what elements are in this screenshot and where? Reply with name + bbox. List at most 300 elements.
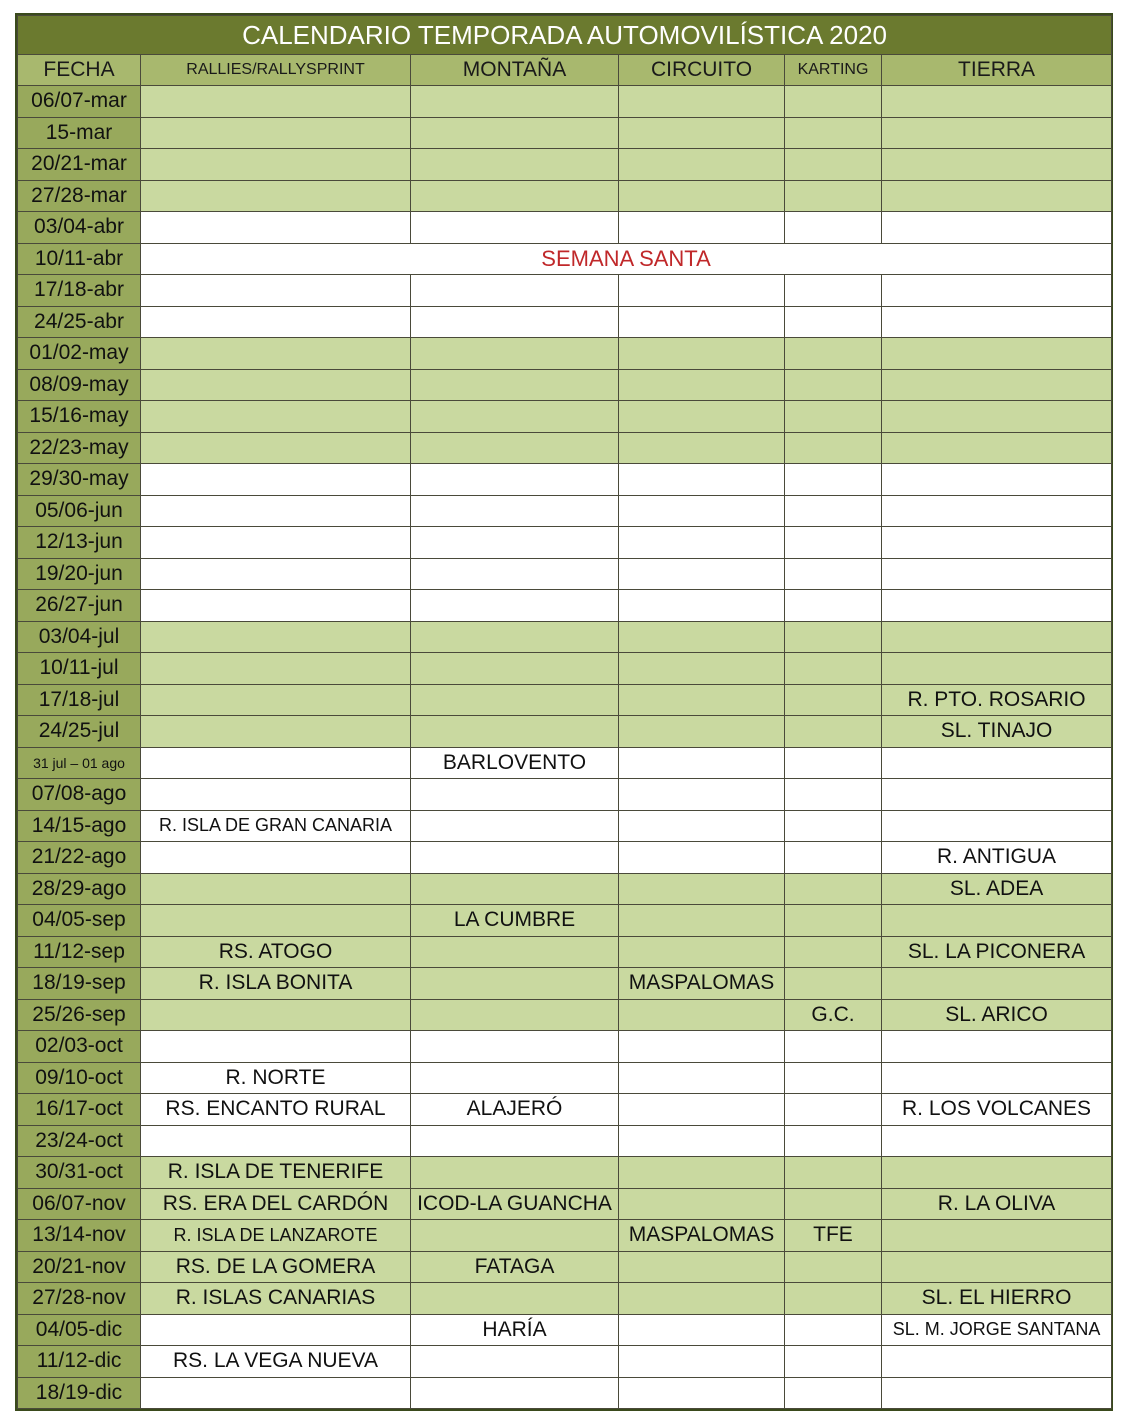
tierra-cell: [882, 464, 1112, 496]
montana-cell: [411, 810, 619, 842]
date-cell: 02/03-oct: [18, 1031, 141, 1063]
rallies-cell: [141, 873, 411, 905]
rallies-cell: [141, 1314, 411, 1346]
circuito-cell: [619, 905, 785, 937]
table-row: [18, 873, 1112, 905]
table-row: [18, 338, 1112, 370]
montana-cell: [411, 558, 619, 590]
tierra-cell: [882, 275, 1112, 307]
table-row: [18, 212, 1112, 244]
rallies-cell: [141, 149, 411, 181]
table-row: [18, 180, 1112, 212]
date-cell: 04/05-dic: [18, 1314, 141, 1346]
montana-cell: [411, 1377, 619, 1409]
circuito-cell: [619, 779, 785, 811]
date-cell: 26/27-jun: [18, 590, 141, 622]
karting-cell: [785, 779, 882, 811]
date-cell: 17/18-jul: [18, 684, 141, 716]
tierra-cell: [882, 86, 1112, 118]
circuito-cell: [619, 1377, 785, 1409]
date-cell: 15-mar: [18, 117, 141, 149]
circuito-cell: [619, 149, 785, 181]
montana-cell: [411, 432, 619, 464]
circuito-cell: [619, 747, 785, 779]
montana-cell: [411, 275, 619, 307]
table-row: [18, 1220, 1112, 1252]
circuito-cell: [619, 401, 785, 433]
table-row: [18, 1188, 1112, 1220]
table-row: [18, 117, 1112, 149]
tierra-cell: [882, 1062, 1112, 1094]
karting-cell: [785, 747, 882, 779]
rallies-cell: [141, 86, 411, 118]
montana-cell: [411, 527, 619, 559]
karting-cell: [785, 1377, 882, 1409]
karting-cell: [785, 810, 882, 842]
date-cell: 16/17-oct: [18, 1094, 141, 1126]
calendar-title: CALENDARIO TEMPORADA AUTOMOVILÍSTICA 2020: [18, 16, 1112, 55]
table-row: [18, 495, 1112, 527]
montana-cell: [411, 1220, 619, 1252]
tierra-cell: R. LOS VOLCANES: [882, 1094, 1112, 1126]
karting-cell: [785, 1283, 882, 1315]
date-cell: 19/20-jun: [18, 558, 141, 590]
tierra-cell: SL. EL HIERRO: [882, 1283, 1112, 1315]
montana-cell: [411, 495, 619, 527]
circuito-cell: [619, 117, 785, 149]
montana-cell: [411, 86, 619, 118]
table-row: [18, 243, 1112, 275]
date-cell: 05/06-jun: [18, 495, 141, 527]
tierra-cell: SL. M. JORGE SANTANA: [882, 1314, 1112, 1346]
circuito-cell: [619, 590, 785, 622]
circuito-cell: [619, 338, 785, 370]
montana-cell: [411, 1062, 619, 1094]
table-row: [18, 1094, 1112, 1126]
karting-cell: [785, 369, 882, 401]
montana-cell: ICOD-LA GUANCHA: [411, 1188, 619, 1220]
circuito-cell: [619, 1251, 785, 1283]
circuito-cell: [619, 873, 785, 905]
table-row: [18, 1157, 1112, 1189]
karting-cell: [785, 117, 882, 149]
table-row: [18, 716, 1112, 748]
tierra-cell: [882, 306, 1112, 338]
circuito-cell: [619, 212, 785, 244]
karting-cell: [785, 936, 882, 968]
circuito-cell: MASPALOMAS: [619, 968, 785, 1000]
montana-cell: [411, 180, 619, 212]
rallies-cell: [141, 212, 411, 244]
tierra-cell: [882, 653, 1112, 685]
circuito-cell: [619, 716, 785, 748]
montana-cell: [411, 464, 619, 496]
circuito-cell: [619, 180, 785, 212]
tierra-cell: [882, 401, 1112, 433]
rallies-cell: [141, 117, 411, 149]
karting-cell: [785, 1314, 882, 1346]
tierra-cell: R. LA OLIVA: [882, 1188, 1112, 1220]
rallies-cell: R. ISLA DE TENERIFE: [141, 1157, 411, 1189]
montana-cell: [411, 590, 619, 622]
table-row: [18, 747, 1112, 779]
rallies-cell: [141, 401, 411, 433]
calendar-table: [17, 15, 1112, 1409]
tierra-cell: [882, 558, 1112, 590]
rallies-cell: [141, 495, 411, 527]
karting-cell: [785, 684, 882, 716]
table-row: [18, 1062, 1112, 1094]
tierra-cell: [882, 1157, 1112, 1189]
table-row: [18, 653, 1112, 685]
tierra-cell: [882, 747, 1112, 779]
rallies-cell: R. ISLAS CANARIAS: [141, 1283, 411, 1315]
karting-cell: G.C.: [785, 999, 882, 1031]
montana-cell: [411, 117, 619, 149]
date-cell: 27/28-nov: [18, 1283, 141, 1315]
rallies-cell: [141, 1377, 411, 1409]
karting-cell: [785, 432, 882, 464]
table-row: [18, 558, 1112, 590]
tierra-cell: [882, 432, 1112, 464]
date-cell: 27/28-mar: [18, 180, 141, 212]
table-row: [18, 810, 1112, 842]
circuito-cell: [619, 999, 785, 1031]
karting-cell: [785, 338, 882, 370]
montana-cell: [411, 621, 619, 653]
date-cell: 04/05-sep: [18, 905, 141, 937]
table-row: [18, 590, 1112, 622]
circuito-cell: [619, 495, 785, 527]
circuito-cell: [619, 621, 785, 653]
date-cell: 03/04-jul: [18, 621, 141, 653]
montana-cell: LA CUMBRE: [411, 905, 619, 937]
rallies-cell: RS. LA VEGA NUEVA: [141, 1346, 411, 1378]
date-cell: 10/11-jul: [18, 653, 141, 685]
rallies-cell: R. NORTE: [141, 1062, 411, 1094]
date-cell: 17/18-abr: [18, 275, 141, 307]
tierra-cell: [882, 905, 1112, 937]
rallies-cell: [141, 432, 411, 464]
circuito-cell: [619, 275, 785, 307]
table-row: [18, 369, 1112, 401]
tierra-cell: [882, 968, 1112, 1000]
rallies-cell: R. ISLA BONITA: [141, 968, 411, 1000]
table-row: [18, 432, 1112, 464]
date-cell: 21/22-ago: [18, 842, 141, 874]
rallies-cell: RS. ENCANTO RURAL: [141, 1094, 411, 1126]
karting-cell: [785, 527, 882, 559]
date-cell: 23/24-oct: [18, 1125, 141, 1157]
montana-cell: [411, 338, 619, 370]
tierra-cell: [882, 1377, 1112, 1409]
circuito-cell: [619, 1314, 785, 1346]
circuito-cell: [619, 936, 785, 968]
tierra-cell: [882, 590, 1112, 622]
karting-cell: [785, 905, 882, 937]
rallies-cell: [141, 779, 411, 811]
montana-cell: [411, 1346, 619, 1378]
rallies-cell: [141, 464, 411, 496]
header-karting: KARTING: [785, 55, 882, 86]
circuito-cell: [619, 810, 785, 842]
rallies-cell: [141, 747, 411, 779]
date-cell: 30/31-oct: [18, 1157, 141, 1189]
karting-cell: [785, 716, 882, 748]
date-cell: 25/26-sep: [18, 999, 141, 1031]
karting-cell: [785, 495, 882, 527]
rallies-cell: [141, 1125, 411, 1157]
tierra-cell: SL. TINAJO: [882, 716, 1112, 748]
tierra-cell: [882, 621, 1112, 653]
tierra-cell: SL. LA PICONERA: [882, 936, 1112, 968]
tierra-cell: [882, 180, 1112, 212]
karting-cell: [785, 464, 882, 496]
karting-cell: [785, 873, 882, 905]
karting-cell: [785, 86, 882, 118]
date-cell: 10/11-abr: [18, 243, 141, 275]
tierra-cell: [882, 1220, 1112, 1252]
circuito-cell: [619, 1125, 785, 1157]
rallies-cell: [141, 180, 411, 212]
tierra-cell: [882, 810, 1112, 842]
montana-cell: [411, 149, 619, 181]
montana-cell: ALAJERÓ: [411, 1094, 619, 1126]
table-row: [18, 1125, 1112, 1157]
table-row: [18, 1031, 1112, 1063]
circuito-cell: [619, 653, 785, 685]
table-row: [18, 275, 1112, 307]
tierra-cell: SL. ADEA: [882, 873, 1112, 905]
table-row: [18, 936, 1112, 968]
karting-cell: [785, 149, 882, 181]
circuito-cell: [619, 464, 785, 496]
circuito-cell: [619, 86, 785, 118]
circuito-cell: [619, 1157, 785, 1189]
tierra-cell: [882, 149, 1112, 181]
karting-cell: [785, 212, 882, 244]
rallies-cell: R. ISLA DE GRAN CANARIA: [141, 810, 411, 842]
header-fecha: FECHA: [18, 55, 141, 86]
tierra-cell: [882, 1251, 1112, 1283]
montana-cell: [411, 306, 619, 338]
table-row: [18, 306, 1112, 338]
montana-cell: [411, 653, 619, 685]
montana-cell: [411, 936, 619, 968]
date-cell: 24/25-jul: [18, 716, 141, 748]
karting-cell: [785, 653, 882, 685]
rallies-cell: [141, 905, 411, 937]
date-cell: 11/12-sep: [18, 936, 141, 968]
circuito-cell: [619, 558, 785, 590]
tierra-cell: [882, 117, 1112, 149]
date-cell: 09/10-oct: [18, 1062, 141, 1094]
date-cell: 14/15-ago: [18, 810, 141, 842]
montana-cell: FATAGA: [411, 1251, 619, 1283]
date-cell: 06/07-mar: [18, 86, 141, 118]
karting-cell: [785, 590, 882, 622]
special-event-cell: SEMANA SANTA: [141, 243, 1112, 275]
rallies-cell: [141, 527, 411, 559]
date-cell: 29/30-may: [18, 464, 141, 496]
rallies-cell: [141, 621, 411, 653]
table-row: [18, 968, 1112, 1000]
rallies-cell: [141, 653, 411, 685]
montana-cell: [411, 1125, 619, 1157]
rallies-cell: [141, 275, 411, 307]
date-cell: 08/09-may: [18, 369, 141, 401]
tierra-cell: R. PTO. ROSARIO: [882, 684, 1112, 716]
table-row: [18, 527, 1112, 559]
table-row: [18, 464, 1112, 496]
montana-cell: [411, 716, 619, 748]
date-cell: 24/25-abr: [18, 306, 141, 338]
karting-cell: TFE: [785, 1220, 882, 1252]
tierra-cell: [882, 212, 1112, 244]
calendar-sheet: [15, 13, 1113, 1411]
rallies-cell: [141, 842, 411, 874]
date-cell: 15/16-may: [18, 401, 141, 433]
date-cell: 20/21-nov: [18, 1251, 141, 1283]
circuito-cell: [619, 842, 785, 874]
date-cell: 31 jul – 01 ago: [18, 747, 141, 779]
montana-cell: [411, 1283, 619, 1315]
table-row: [18, 149, 1112, 181]
circuito-cell: [619, 684, 785, 716]
circuito-cell: [619, 432, 785, 464]
karting-cell: [785, 1188, 882, 1220]
karting-cell: [785, 1031, 882, 1063]
table-row: [18, 999, 1112, 1031]
circuito-cell: [619, 306, 785, 338]
rallies-cell: [141, 306, 411, 338]
date-cell: 12/13-jun: [18, 527, 141, 559]
date-cell: 07/08-ago: [18, 779, 141, 811]
date-cell: 22/23-may: [18, 432, 141, 464]
table-row: [18, 1251, 1112, 1283]
montana-cell: [411, 369, 619, 401]
circuito-cell: [619, 1188, 785, 1220]
circuito-cell: MASPALOMAS: [619, 1220, 785, 1252]
karting-cell: [785, 1346, 882, 1378]
montana-cell: BARLOVENTO: [411, 747, 619, 779]
date-cell: 18/19-dic: [18, 1377, 141, 1409]
rallies-cell: RS. DE LA GOMERA: [141, 1251, 411, 1283]
rallies-cell: [141, 999, 411, 1031]
circuito-cell: [619, 1031, 785, 1063]
montana-cell: [411, 842, 619, 874]
date-cell: 18/19-sep: [18, 968, 141, 1000]
montana-cell: [411, 873, 619, 905]
header-circuito: CIRCUITO: [619, 55, 785, 86]
tierra-cell: [882, 779, 1112, 811]
circuito-cell: [619, 1283, 785, 1315]
table-row: [18, 1314, 1112, 1346]
montana-cell: [411, 968, 619, 1000]
karting-cell: [785, 1251, 882, 1283]
tierra-cell: [882, 495, 1112, 527]
table-row: [18, 842, 1112, 874]
karting-cell: [785, 306, 882, 338]
tierra-cell: [882, 338, 1112, 370]
circuito-cell: [619, 1094, 785, 1126]
karting-cell: [785, 1094, 882, 1126]
rallies-cell: [141, 338, 411, 370]
date-cell: 11/12-dic: [18, 1346, 141, 1378]
table-row: [18, 401, 1112, 433]
tierra-cell: R. ANTIGUA: [882, 842, 1112, 874]
rallies-cell: [141, 558, 411, 590]
header-rallies: RALLIES/RALLYSPRINT: [141, 55, 411, 86]
rallies-cell: [141, 369, 411, 401]
table-row: [18, 684, 1112, 716]
rallies-cell: [141, 684, 411, 716]
date-cell: 20/21-mar: [18, 149, 141, 181]
calendar-body: [18, 86, 1112, 1409]
karting-cell: [785, 968, 882, 1000]
date-cell: 06/07-nov: [18, 1188, 141, 1220]
header-montana: MONTAÑA: [411, 55, 619, 86]
header-tierra: TIERRA: [882, 55, 1112, 86]
tierra-cell: [882, 1031, 1112, 1063]
karting-cell: [785, 558, 882, 590]
table-row: [18, 1377, 1112, 1409]
rallies-cell: RS. ERA DEL CARDÓN: [141, 1188, 411, 1220]
karting-cell: [785, 842, 882, 874]
montana-cell: [411, 684, 619, 716]
table-row: [18, 1283, 1112, 1315]
circuito-cell: [619, 527, 785, 559]
karting-cell: [785, 1157, 882, 1189]
table-row: [18, 905, 1112, 937]
montana-cell: HARÍA: [411, 1314, 619, 1346]
table-row: [18, 86, 1112, 118]
montana-cell: [411, 1031, 619, 1063]
circuito-cell: [619, 369, 785, 401]
circuito-cell: [619, 1346, 785, 1378]
montana-cell: [411, 1157, 619, 1189]
karting-cell: [785, 1125, 882, 1157]
date-cell: 03/04-abr: [18, 212, 141, 244]
montana-cell: [411, 779, 619, 811]
rallies-cell: R. ISLA DE LANZAROTE: [141, 1220, 411, 1252]
rallies-cell: [141, 590, 411, 622]
tierra-cell: SL. ARICO: [882, 999, 1112, 1031]
table-row: [18, 1346, 1112, 1378]
rallies-cell: RS. ATOGO: [141, 936, 411, 968]
rallies-cell: [141, 716, 411, 748]
circuito-cell: [619, 1062, 785, 1094]
karting-cell: [785, 275, 882, 307]
montana-cell: [411, 999, 619, 1031]
montana-cell: [411, 212, 619, 244]
karting-cell: [785, 180, 882, 212]
karting-cell: [785, 621, 882, 653]
table-row: [18, 779, 1112, 811]
karting-cell: [785, 1062, 882, 1094]
date-cell: 13/14-nov: [18, 1220, 141, 1252]
montana-cell: [411, 401, 619, 433]
tierra-cell: [882, 1346, 1112, 1378]
rallies-cell: [141, 1031, 411, 1063]
date-cell: 01/02-may: [18, 338, 141, 370]
date-cell: 28/29-ago: [18, 873, 141, 905]
table-row: [18, 621, 1112, 653]
tierra-cell: [882, 369, 1112, 401]
karting-cell: [785, 401, 882, 433]
tierra-cell: [882, 527, 1112, 559]
tierra-cell: [882, 1125, 1112, 1157]
